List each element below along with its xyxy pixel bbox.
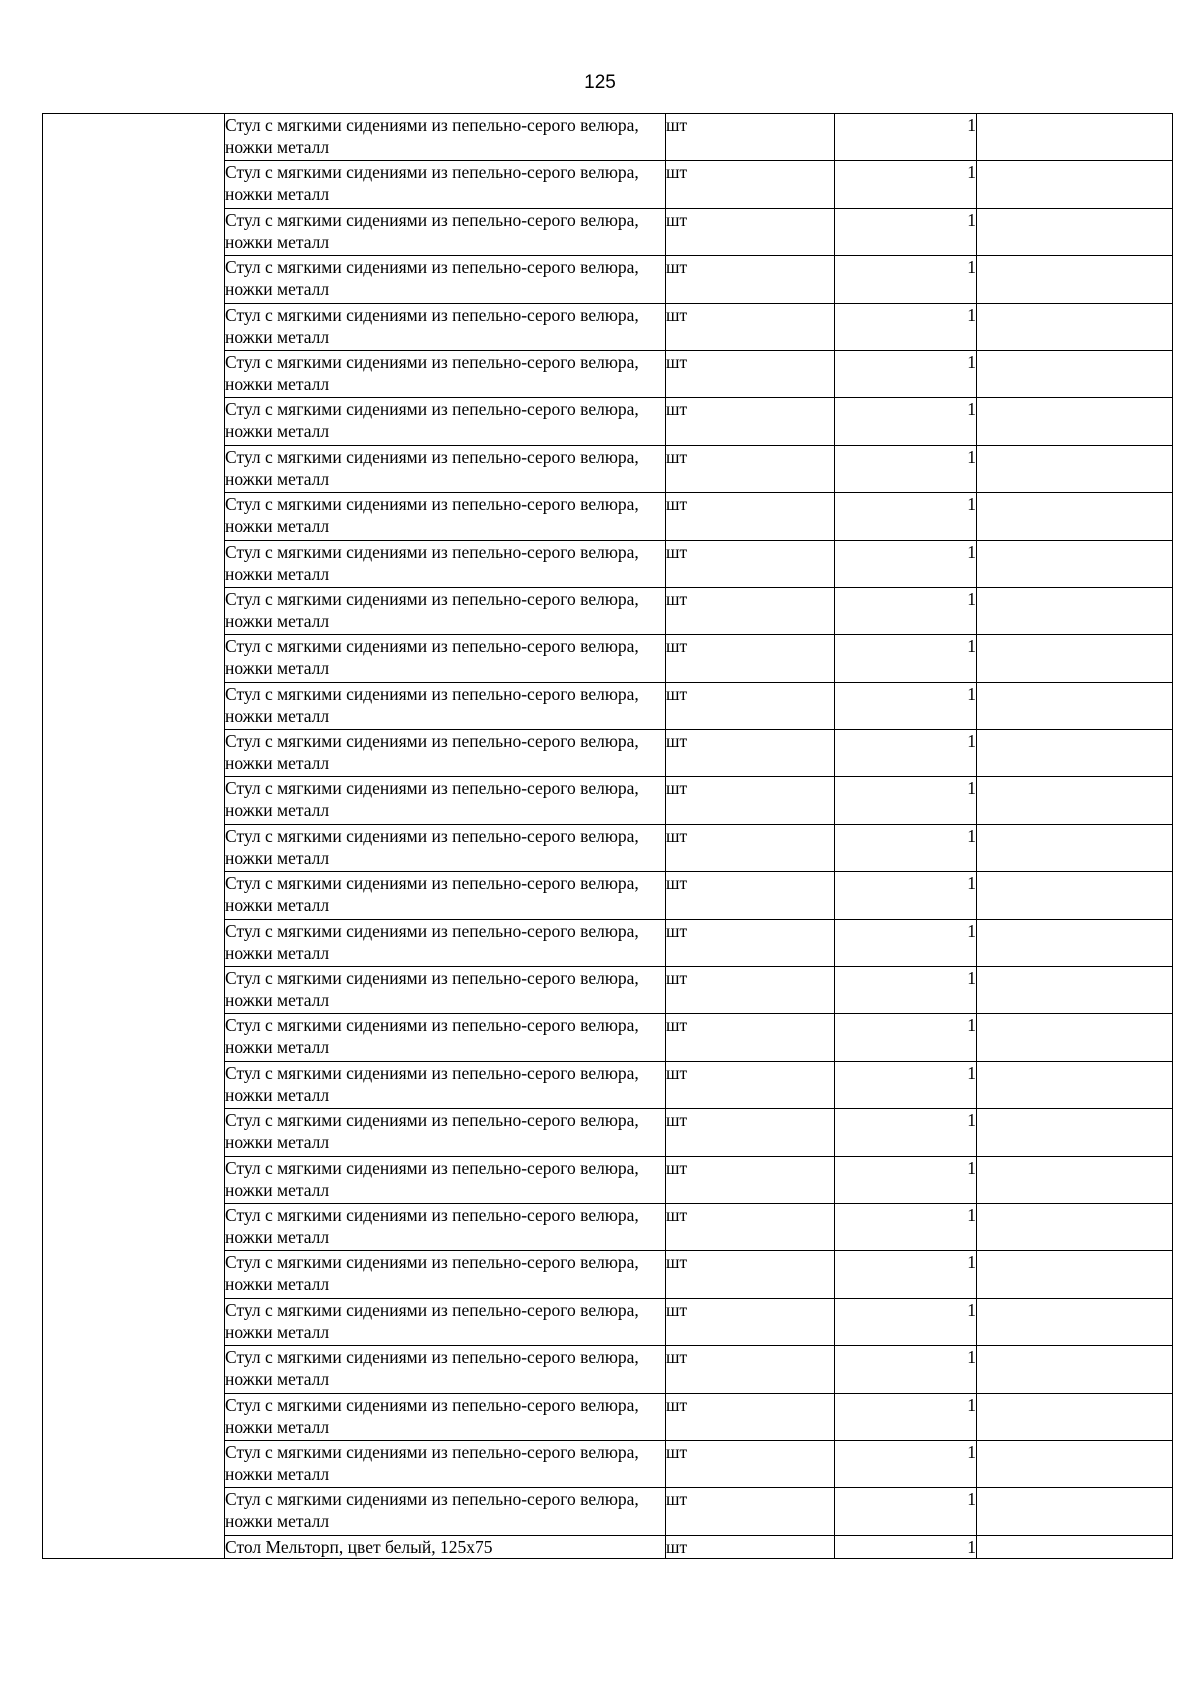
empty-cell	[977, 1061, 1173, 1108]
unit-cell: шт	[666, 493, 835, 540]
unit-cell: шт	[666, 1440, 835, 1487]
empty-cell	[977, 1251, 1173, 1298]
item-name-cell: Стул с мягкими сидениями из пепельно-серого велюра, ножки металл	[225, 1156, 666, 1203]
item-name-cell: Стул с мягкими сидениями из пепельно-серого велюра, ножки металл	[225, 1393, 666, 1440]
quantity-cell: 1	[835, 587, 977, 634]
item-name-cell: Стул с мягкими сидениями из пепельно-серого велюра, ножки металл	[225, 587, 666, 634]
item-name-cell: Стул с мягкими сидениями из пепельно-серого велюра, ножки металл	[225, 1440, 666, 1487]
empty-cell	[977, 445, 1173, 492]
quantity-cell: 1	[835, 872, 977, 919]
quantity-cell: 1	[835, 493, 977, 540]
item-name-cell: Стул с мягкими сидениями из пепельно-серого велюра, ножки металл	[225, 1251, 666, 1298]
item-name-cell: Стул с мягкими сидениями из пепельно-серого велюра, ножки металл	[225, 1203, 666, 1250]
unit-cell: шт	[666, 350, 835, 397]
unit-cell: шт	[666, 1346, 835, 1393]
item-name-cell: Стул с мягкими сидениями из пепельно-серого велюра, ножки металл	[225, 445, 666, 492]
quantity-cell: 1	[835, 1156, 977, 1203]
item-name-cell: Стул с мягкими сидениями из пепельно-серого велюра, ножки металл	[225, 824, 666, 871]
unit-cell: шт	[666, 1535, 835, 1558]
item-name-cell: Стул с мягкими сидениями из пепельно-серого велюра, ножки металл	[225, 635, 666, 682]
unit-cell: шт	[666, 303, 835, 350]
unit-cell: шт	[666, 1298, 835, 1345]
item-name-cell: Стул с мягкими сидениями из пепельно-серого велюра, ножки металл	[225, 161, 666, 208]
empty-cell	[977, 398, 1173, 445]
unit-cell: шт	[666, 445, 835, 492]
unit-cell: шт	[666, 256, 835, 303]
quantity-cell: 1	[835, 1014, 977, 1061]
item-name-cell: Стул с мягкими сидениями из пепельно-серого велюра, ножки металл	[225, 398, 666, 445]
quantity-cell: 1	[835, 777, 977, 824]
empty-cell	[977, 208, 1173, 255]
quantity-cell: 1	[835, 445, 977, 492]
item-name-cell: Стул с мягкими сидениями из пепельно-серого велюра, ножки металл	[225, 493, 666, 540]
quantity-cell: 1	[835, 635, 977, 682]
empty-cell	[977, 1156, 1173, 1203]
empty-cell	[977, 540, 1173, 587]
item-name-cell: Стул с мягкими сидениями из пепельно-серого велюра, ножки металл	[225, 1109, 666, 1156]
quantity-cell: 1	[835, 256, 977, 303]
unit-cell: шт	[666, 1109, 835, 1156]
item-name-cell: Стул с мягкими сидениями из пепельно-серого велюра, ножки металл	[225, 730, 666, 777]
empty-cell	[977, 1440, 1173, 1487]
item-name-cell: Стул с мягкими сидениями из пепельно-серого велюра, ножки металл	[225, 114, 666, 161]
item-name-cell: Стул с мягкими сидениями из пепельно-серого велюра, ножки металл	[225, 777, 666, 824]
quantity-cell: 1	[835, 350, 977, 397]
item-name-cell: Стул с мягкими сидениями из пепельно-серого велюра, ножки металл	[225, 1014, 666, 1061]
unit-cell: шт	[666, 919, 835, 966]
empty-cell	[977, 587, 1173, 634]
empty-cell	[977, 114, 1173, 161]
empty-cell	[977, 1488, 1173, 1535]
table-row	[43, 114, 1173, 161]
unit-cell: шт	[666, 682, 835, 729]
empty-cell	[977, 777, 1173, 824]
empty-cell	[977, 967, 1173, 1014]
page-number: 125	[584, 72, 616, 93]
empty-cell	[977, 303, 1173, 350]
item-name-cell: Стул с мягкими сидениями из пепельно-серого велюра, ножки металл	[225, 1488, 666, 1535]
unit-cell: шт	[666, 1488, 835, 1535]
unit-cell: шт	[666, 114, 835, 161]
empty-cell	[977, 919, 1173, 966]
unit-cell: шт	[666, 208, 835, 255]
item-name-cell: Стул с мягкими сидениями из пепельно-серого велюра, ножки металл	[225, 1346, 666, 1393]
unit-cell: шт	[666, 1393, 835, 1440]
item-name-cell: Стул с мягкими сидениями из пепельно-серого велюра, ножки металл	[225, 350, 666, 397]
unit-cell: шт	[666, 730, 835, 777]
quantity-cell: 1	[835, 208, 977, 255]
quantity-cell: 1	[835, 1488, 977, 1535]
item-name-cell: Стул с мягкими сидениями из пепельно-серого велюра, ножки металл	[225, 1298, 666, 1345]
quantity-cell: 1	[835, 1298, 977, 1345]
group-cell	[43, 114, 225, 1559]
empty-cell	[977, 682, 1173, 729]
item-name-cell: Стул с мягкими сидениями из пепельно-серого велюра, ножки металл	[225, 872, 666, 919]
item-name-cell: Стул с мягкими сидениями из пепельно-серого велюра, ножки металл	[225, 919, 666, 966]
quantity-cell: 1	[835, 1440, 977, 1487]
quantity-cell: 1	[835, 114, 977, 161]
empty-cell	[977, 1535, 1173, 1558]
quantity-cell: 1	[835, 1535, 977, 1558]
quantity-cell: 1	[835, 824, 977, 871]
unit-cell: шт	[666, 1251, 835, 1298]
items-table-body	[43, 114, 1173, 1559]
quantity-cell: 1	[835, 1393, 977, 1440]
unit-cell: шт	[666, 824, 835, 871]
quantity-cell: 1	[835, 682, 977, 729]
item-name-cell: Стул с мягкими сидениями из пепельно-серого велюра, ножки металл	[225, 1061, 666, 1108]
empty-cell	[977, 1298, 1173, 1345]
empty-cell	[977, 824, 1173, 871]
quantity-cell: 1	[835, 919, 977, 966]
unit-cell: шт	[666, 540, 835, 587]
empty-cell	[977, 730, 1173, 777]
unit-cell: шт	[666, 777, 835, 824]
quantity-cell: 1	[835, 161, 977, 208]
empty-cell	[977, 872, 1173, 919]
quantity-cell: 1	[835, 1203, 977, 1250]
empty-cell	[977, 1346, 1173, 1393]
quantity-cell: 1	[835, 1251, 977, 1298]
empty-cell	[977, 635, 1173, 682]
unit-cell: шт	[666, 872, 835, 919]
item-name-cell: Стул с мягкими сидениями из пепельно-серого велюра, ножки металл	[225, 303, 666, 350]
items-table	[42, 113, 1173, 1559]
empty-cell	[977, 493, 1173, 540]
empty-cell	[977, 350, 1173, 397]
unit-cell: шт	[666, 1203, 835, 1250]
empty-cell	[977, 1393, 1173, 1440]
quantity-cell: 1	[835, 1109, 977, 1156]
item-name-cell: Стул с мягкими сидениями из пепельно-серого велюра, ножки металл	[225, 208, 666, 255]
empty-cell	[977, 1014, 1173, 1061]
quantity-cell: 1	[835, 1061, 977, 1108]
empty-cell	[977, 256, 1173, 303]
unit-cell: шт	[666, 1061, 835, 1108]
item-name-cell: Стул с мягкими сидениями из пепельно-серого велюра, ножки металл	[225, 682, 666, 729]
unit-cell: шт	[666, 967, 835, 1014]
quantity-cell: 1	[835, 1346, 977, 1393]
empty-cell	[977, 161, 1173, 208]
empty-cell	[977, 1109, 1173, 1156]
item-name-cell: Стол Мельторп, цвет белый, 125х75	[225, 1535, 666, 1558]
item-name-cell: Стул с мягкими сидениями из пепельно-серого велюра, ножки металл	[225, 540, 666, 587]
unit-cell: шт	[666, 161, 835, 208]
quantity-cell: 1	[835, 398, 977, 445]
item-name-cell: Стул с мягкими сидениями из пепельно-серого велюра, ножки металл	[225, 967, 666, 1014]
quantity-cell: 1	[835, 540, 977, 587]
item-name-cell: Стул с мягкими сидениями из пепельно-серого велюра, ножки металл	[225, 256, 666, 303]
quantity-cell: 1	[835, 730, 977, 777]
unit-cell: шт	[666, 398, 835, 445]
empty-cell	[977, 1203, 1173, 1250]
unit-cell: шт	[666, 1156, 835, 1203]
quantity-cell: 1	[835, 303, 977, 350]
unit-cell: шт	[666, 587, 835, 634]
unit-cell: шт	[666, 635, 835, 682]
unit-cell: шт	[666, 1014, 835, 1061]
quantity-cell: 1	[835, 967, 977, 1014]
